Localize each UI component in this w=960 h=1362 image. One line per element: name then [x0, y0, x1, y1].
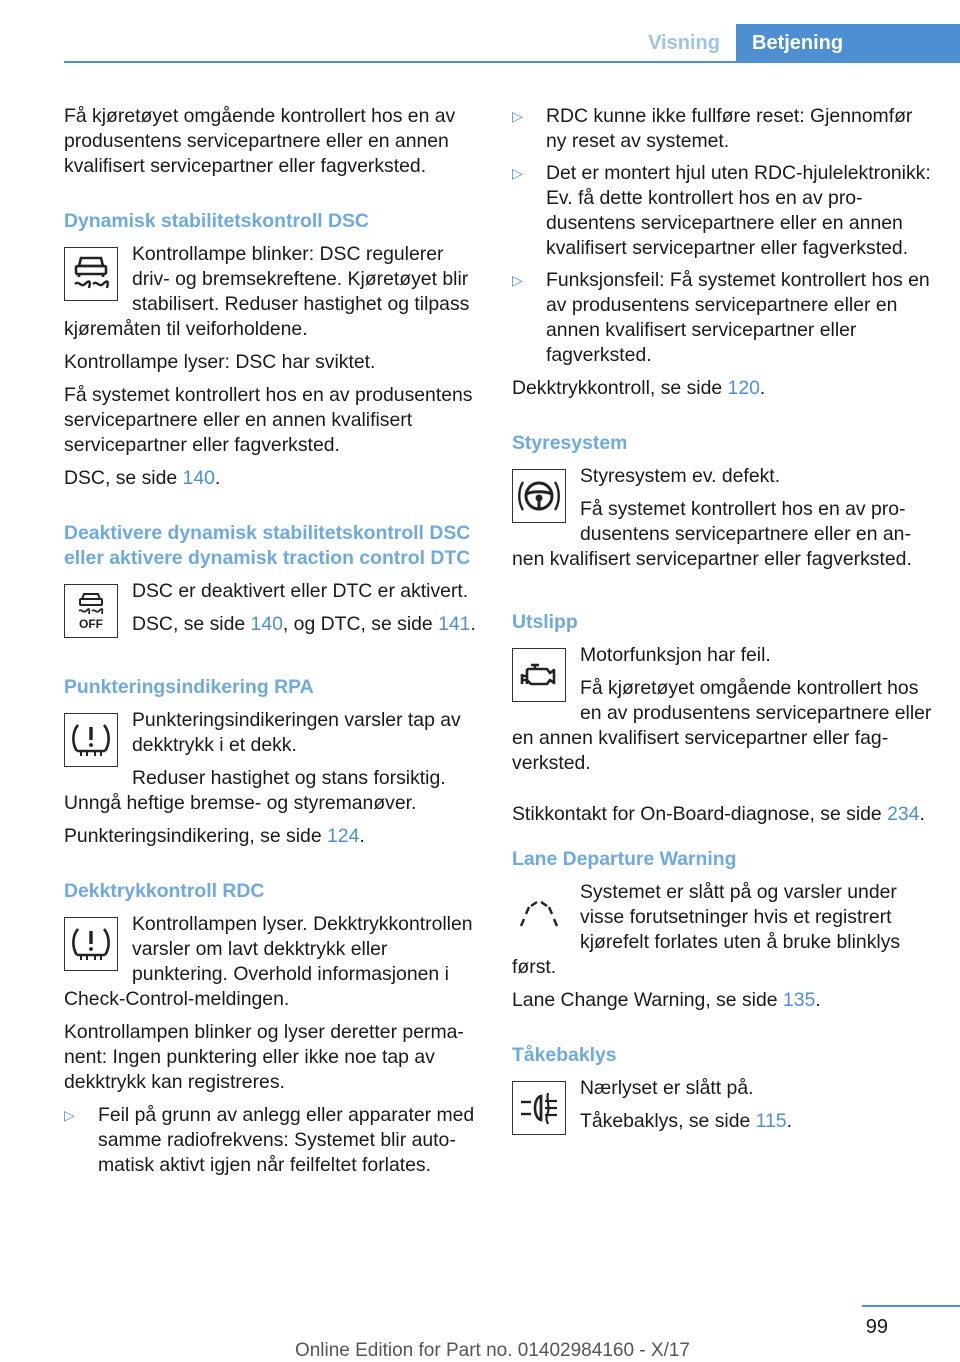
- triangle-bullet-icon: ▷: [512, 108, 523, 124]
- dtc-heading: Deaktivere dynamisk stabilitetskontroll DSC eller aktivere dynamisk traction control DTC: [64, 522, 471, 569]
- dtc-section: [64, 579, 480, 645]
- engine-icon: [512, 648, 566, 702]
- lane-departure-icon: [512, 885, 566, 939]
- dsc-off-icon: [64, 584, 118, 638]
- lane-p1: Systemet er slått på og varsler under visse forutsetninger hvis et registrert kjørefelt forlates uten å bruke blinklys først.: [512, 881, 901, 978]
- rdc-p2: Kontrollampen blinker og lyser deretter permanent: Ingen punktering eller ikke noe tap av dekktrykk kan registreres.: [64, 1021, 464, 1093]
- rpa-heading: Punkteringsindikering RPA: [64, 676, 314, 698]
- dsc-icon: [64, 247, 118, 301]
- obd-reference: Stikkontakt for On-Board-diagnose, se side 234.: [512, 803, 925, 825]
- tire-pressure-warning-icon: [64, 713, 118, 767]
- rdc-section: [64, 912, 480, 1020]
- steering-section: [512, 464, 932, 580]
- dtc-reference: DSC, se side 140, og DTC, se side 141.: [132, 613, 476, 635]
- fog-section: [512, 1076, 932, 1142]
- fog-heading: Tåkebaklys: [512, 1044, 617, 1066]
- lane-section: [512, 880, 932, 988]
- rdc-p1: Kontrollampen lyser. Dekktrykkontrollen varsler om lavt dekktrykk eller punktering. Overhold informasjonen i Check-Control-meldingen.: [64, 913, 473, 1010]
- dtc-p1: DSC er deaktivert eller DTC er aktivert.: [132, 580, 469, 602]
- footer-rule: [862, 1305, 960, 1307]
- emission-section: [512, 643, 932, 784]
- page-link-120[interactable]: 120: [727, 377, 760, 399]
- rpa-p2: Reduser hastighet og stans forsiktig. Unngå heftige bremse- og styremanøver.: [64, 767, 446, 814]
- tab-betjening[interactable]: Betjening: [736, 24, 960, 62]
- triangle-bullet-icon: ▷: [64, 1107, 75, 1123]
- dsc-section: [64, 242, 480, 350]
- dsc-heading: Dynamisk stabilitetskontroll DSC: [64, 210, 369, 232]
- header-rule: [64, 61, 960, 63]
- page-link-135[interactable]: 135: [782, 989, 816, 1011]
- lane-reference: Lane Change Warning, se side 135.: [512, 989, 821, 1011]
- emission-heading: Utslipp: [512, 611, 578, 633]
- steering-p2: Få systemet kontrollert hos en av produsentens servicepartnere eller en annen kvalifisert servicepartner eller fagverksted.: [512, 498, 912, 570]
- steering-heading: Styresystem: [512, 432, 628, 454]
- list-item: ▷ RDC kunne ikke fullføre reset: Gjennomfør ny reset av systemet.: [512, 105, 913, 152]
- page-link-141[interactable]: 141: [438, 613, 471, 635]
- page-number: 99: [865, 1316, 888, 1338]
- rdc-bullet-list: [64, 1103, 480, 1178]
- rear-fog-light-icon: [512, 1081, 566, 1135]
- lane-heading: Lane Departure Warning: [512, 848, 737, 870]
- svg-text:OFF: OFF: [79, 617, 103, 631]
- dsc-reference: DSC, se side 140.: [64, 467, 221, 489]
- emission-p2: Få kjøretøyet omgående kontrollert hos en av produsentens servicepartnere eller en annen kvalifisert servicepartner eller fagverksted.: [512, 677, 932, 774]
- rdc-heading: Dekktrykkontroll RDC: [64, 880, 265, 902]
- list-item: ▷ Det er montert hjul uten RDC-hjulelektronikk: Ev. få dette kontrollert hos en av produsentens servicepartnere eller en annen kvalifisert servicepartner eller fagverksted.: [512, 162, 931, 259]
- rpa-p1: Punkteringsindikeringen varsler tap av dekktrykk i et dekk.: [132, 709, 461, 756]
- fog-reference: Tåkebaklys, se side 115.: [580, 1110, 792, 1132]
- right-column: [512, 104, 932, 1142]
- rpa-section: [64, 708, 480, 824]
- dsc-p3: Få systemet kontrollert hos en av produsentens servicepartnere eller en annen kvalifisert servicepartner eller fagverksted.: [64, 384, 473, 456]
- list-item: ▷ Feil på grunn av anlegg eller apparater med samme radiofrekvens: Systemet blir automatisk aktivt igjen når feilfeltet forlates.: [64, 1104, 475, 1176]
- edition-footer: Online Edition for Part no. 01402984160 - X/17: [294, 1340, 690, 1361]
- left-column: [64, 104, 480, 1186]
- page-link-140[interactable]: 140: [182, 467, 215, 489]
- page-link-140[interactable]: 140: [250, 613, 283, 635]
- triangle-bullet-icon: ▷: [512, 165, 523, 181]
- rpa-reference: Punkteringsindikering, se side 124.: [64, 825, 365, 847]
- intro-paragraph: Få kjøretøyet omgående kontrollert hos en av produsentens servicepartnere eller en annen kvalifisert servicepartner eller fagverksted.: [64, 105, 456, 177]
- list-item: ▷ Funksjonsfeil: Få systemet kontrollert hos en av produsentens servicepartnere eller en annen kvalifisert servicepartner eller fagverksted.: [512, 269, 930, 366]
- emission-p1: Motorfunksjon har feil.: [580, 644, 771, 666]
- page-link-115[interactable]: 115: [755, 1110, 787, 1132]
- dsc-p1: Kontrollampe blinker: DSC regulerer driv- og bremsekreftene. Kjøretøyet blir stabilisert. Reduser hastighet og tilpass kjøremåten til veiforholdene.: [64, 243, 470, 340]
- tab-visning[interactable]: Visning: [648, 32, 720, 54]
- triangle-bullet-icon: ▷: [512, 272, 523, 288]
- steering-p1: Styresystem ev. defekt.: [580, 465, 781, 487]
- rdc-reference: Dekktrykkontroll, se side 120.: [512, 377, 766, 399]
- fog-p1: Nærlyset er slått på.: [580, 1077, 754, 1099]
- dsc-p2: Kontrollampe lyser: DSC har sviktet.: [64, 351, 376, 373]
- page-link-234[interactable]: 234: [887, 803, 920, 825]
- steering-warning-icon: [512, 469, 566, 523]
- page-link-124[interactable]: 124: [327, 825, 360, 847]
- tire-pressure-warning-icon: [64, 917, 118, 971]
- rdc-bullet-list-continued: [512, 104, 932, 368]
